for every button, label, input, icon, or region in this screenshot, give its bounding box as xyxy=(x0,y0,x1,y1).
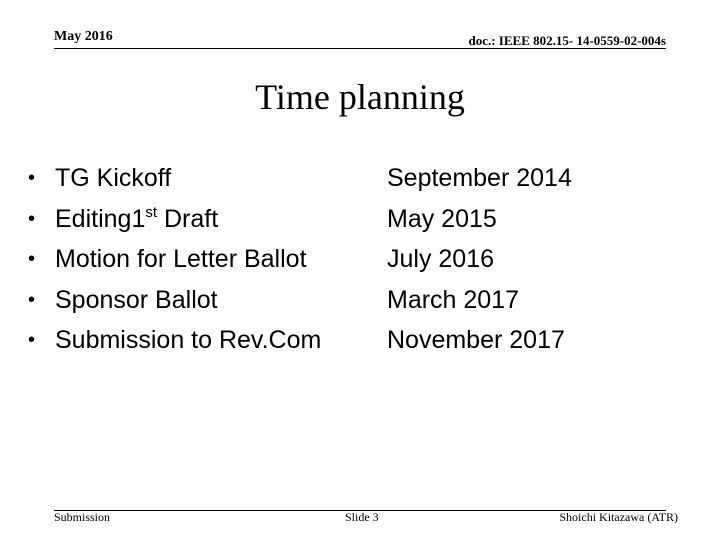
header-date: May 2016 xyxy=(54,29,113,44)
bullet-icon: • xyxy=(28,329,36,351)
header-divider xyxy=(54,48,666,49)
footer-author: Shoichi Kitazawa (ATR) xyxy=(559,510,678,524)
milestone-task-label-suffix: Draft xyxy=(157,204,219,233)
bullet-icon: • xyxy=(28,288,36,311)
milestone-task-list xyxy=(28,158,321,361)
milestone-task xyxy=(28,239,321,280)
bullet-icon: • xyxy=(28,207,36,230)
milestone-date: May 2015 xyxy=(387,204,497,233)
milestone-task xyxy=(28,158,321,199)
header-doc-id: doc.: IEEE 802.15- 14-0559-02-004s xyxy=(468,33,666,48)
milestone-date: July 2016 xyxy=(387,245,495,273)
bullet-icon: • xyxy=(28,167,36,189)
milestone-task-label: Submission to Rev.Com xyxy=(55,326,322,354)
milestone-task-label: TG Kickoff xyxy=(55,164,172,192)
milestone-date: November 2017 xyxy=(387,326,565,354)
milestone-task-label-prefix: Editing1 xyxy=(55,204,146,233)
milestone-date-list xyxy=(387,158,572,361)
milestone-task xyxy=(28,280,321,321)
bullet-icon: • xyxy=(28,248,36,270)
milestone-task-label: Motion for Letter Ballot xyxy=(55,245,307,273)
milestone-task xyxy=(28,199,321,240)
milestone-date: September 2014 xyxy=(387,164,572,192)
milestone-task-label-superscript: st xyxy=(145,203,158,221)
footer-submission: Submission xyxy=(54,510,111,524)
footer-slide-number: Slide 3 xyxy=(345,510,379,524)
slide-title: Time planning xyxy=(255,77,465,117)
milestone-date: March 2017 xyxy=(387,285,520,314)
milestone-task-label: Sponsor Ballot xyxy=(55,285,218,314)
milestone-task xyxy=(28,320,321,361)
